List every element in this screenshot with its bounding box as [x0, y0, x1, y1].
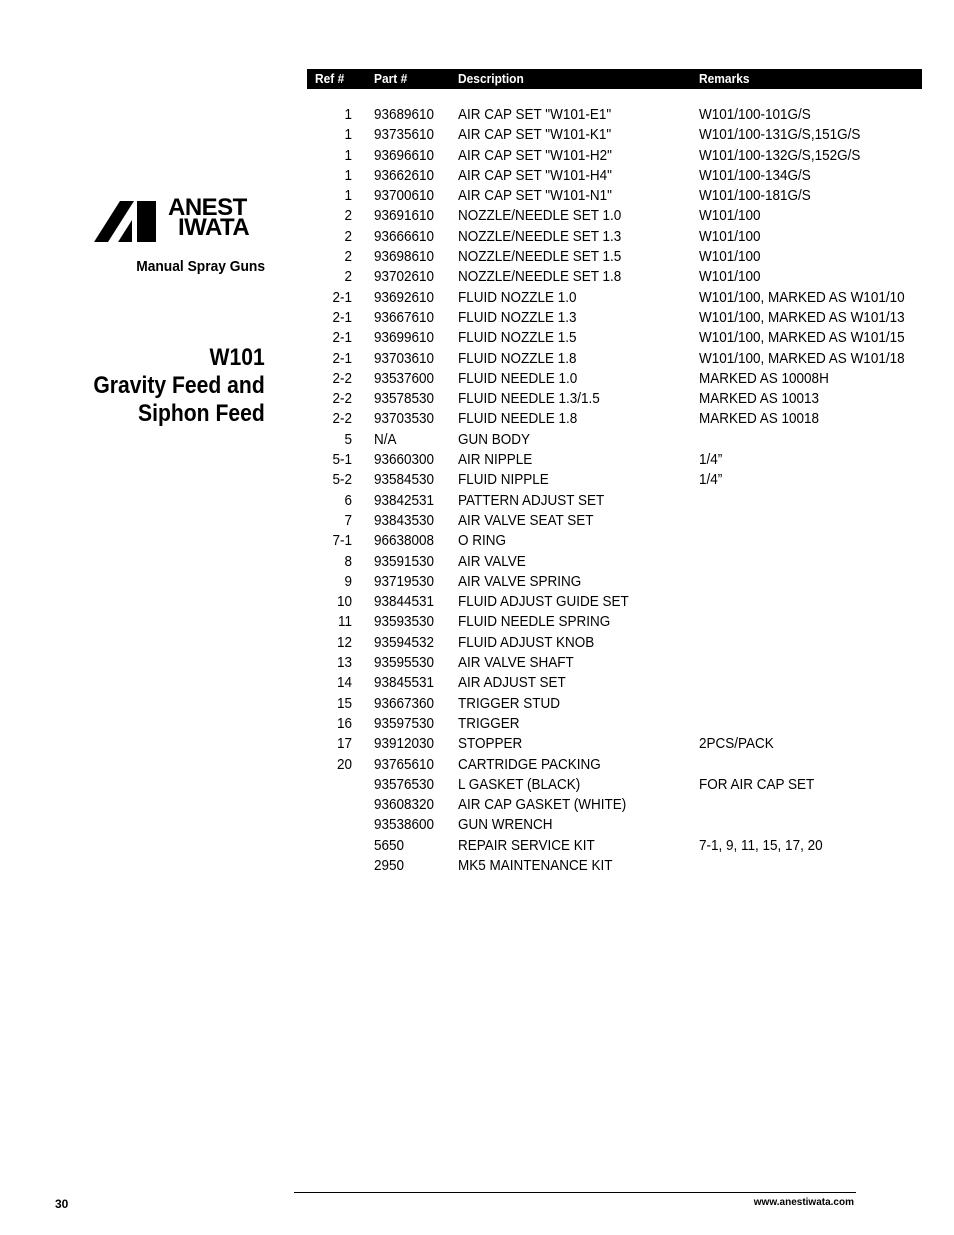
description-cell: NOZZLE/NEEDLE SET 1.8 — [458, 268, 622, 286]
page-number: 30 — [55, 1197, 69, 1211]
ref-cell: 2 — [344, 227, 352, 245]
logo-line-1: ANEST — [168, 194, 247, 221]
remarks-cell: W101/100 — [699, 227, 761, 245]
description-cell: FLUID ADJUST GUIDE SET — [458, 593, 629, 611]
part-number-cell: 93597530 — [374, 714, 435, 732]
ref-cell: 10 — [336, 593, 352, 611]
table-row — [307, 734, 922, 754]
remarks-cell: W101/100-181G/S — [699, 187, 811, 205]
ref-cell: 1 — [344, 187, 352, 205]
part-number-cell: 93698610 — [374, 248, 435, 266]
description-cell: REPAIR SERVICE KIT — [458, 836, 595, 854]
description-cell: FLUID NIPPLE — [458, 471, 549, 489]
part-number-cell: 93703610 — [374, 349, 435, 367]
table-row — [307, 450, 922, 470]
ref-cell: 5 — [344, 430, 352, 448]
remarks-cell: W101/100 — [699, 207, 761, 225]
table-row — [307, 755, 922, 775]
ref-cell: 2-2 — [332, 390, 352, 408]
table-row — [307, 612, 922, 632]
table-row — [307, 166, 922, 186]
part-number-cell: 2950 — [374, 856, 405, 874]
description-cell: FLUID NOZZLE 1.3 — [458, 308, 577, 326]
table-row — [307, 673, 922, 693]
header-ref: Ref # — [315, 71, 345, 86]
part-number-cell: 93537600 — [374, 369, 435, 387]
table-row — [307, 308, 922, 328]
remarks-cell: MARKED AS 10008H — [699, 369, 829, 387]
table-row — [307, 206, 922, 226]
remarks-cell: MARKED AS 10013 — [699, 390, 820, 408]
ref-cell: 2-1 — [332, 329, 352, 347]
header-part: Part # — [374, 71, 408, 86]
part-number-cell: 93843530 — [374, 511, 435, 529]
table-header — [307, 69, 922, 89]
table-row — [307, 247, 922, 267]
table-row — [307, 349, 922, 369]
ref-cell: 1 — [344, 146, 352, 164]
table-row — [307, 470, 922, 490]
ref-cell: 5-1 — [332, 451, 352, 469]
ref-cell: 11 — [337, 613, 352, 631]
ref-cell: 16 — [336, 714, 352, 732]
table-row — [307, 125, 922, 145]
part-number-cell: 93735610 — [374, 126, 435, 144]
table-row — [307, 328, 922, 348]
part-number-cell: 93584530 — [374, 471, 435, 489]
remarks-cell: W101/100 — [699, 248, 761, 266]
part-number-cell: 93692610 — [374, 288, 435, 306]
remarks-cell: FOR AIR CAP SET — [699, 775, 815, 793]
part-number-cell: 93667360 — [374, 694, 435, 712]
description-cell: AIR CAP SET "W101-H4" — [458, 166, 612, 184]
header-description: Description — [458, 71, 524, 86]
description-cell: NOZZLE/NEEDLE SET 1.3 — [458, 227, 622, 245]
part-number-cell: N/A — [374, 430, 397, 448]
ref-cell: 12 — [336, 633, 352, 651]
ref-cell: 2 — [344, 268, 352, 286]
table-row — [307, 775, 922, 795]
description-cell: L GASKET (BLACK) — [458, 775, 581, 793]
ref-cell: 14 — [336, 674, 352, 692]
description-cell: AIR CAP SET "W101-E1" — [458, 106, 612, 123]
part-number-cell: 93594532 — [374, 633, 435, 651]
part-number-cell: 5650 — [374, 836, 405, 854]
remarks-cell: W101/100, MARKED AS W101/15 — [699, 329, 905, 347]
description-cell: AIR VALVE — [458, 552, 526, 570]
anest-iwata-logo — [94, 194, 266, 244]
part-number-cell: 93538600 — [374, 816, 435, 834]
description-cell: MK5 MAINTENANCE KIT — [458, 856, 613, 874]
table-row — [307, 633, 922, 653]
part-number-cell: 93660300 — [374, 451, 435, 469]
description-cell: FLUID NEEDLE 1.8 — [458, 410, 578, 428]
remarks-cell: 2PCS/PACK — [699, 735, 774, 753]
table-row — [307, 105, 922, 125]
ref-cell: 13 — [336, 654, 352, 672]
remarks-cell: W101/100 — [699, 268, 761, 286]
title-line-3: Siphon Feed — [138, 400, 265, 427]
ref-cell: 7 — [344, 511, 352, 529]
part-number-cell: 93719530 — [374, 572, 435, 590]
description-cell: GUN BODY — [458, 430, 531, 448]
table-row — [307, 491, 922, 511]
ref-cell: 8 — [344, 552, 352, 570]
remarks-cell: W101/100-134G/S — [699, 166, 811, 184]
ref-cell: 1 — [344, 126, 352, 144]
description-cell: AIR CAP SET "W101-N1" — [458, 187, 612, 205]
ref-cell: 1 — [344, 106, 352, 123]
table-row — [307, 186, 922, 206]
remarks-cell: W101/100-101G/S — [699, 106, 811, 123]
ref-cell: 9 — [344, 572, 352, 590]
footer-divider — [294, 1192, 856, 1193]
description-cell: AIR NIPPLE — [458, 451, 533, 469]
part-number-cell: 93608320 — [374, 796, 435, 814]
table-row — [307, 389, 922, 409]
section-subtitle: Manual Spray Guns — [136, 258, 265, 275]
description-cell: TRIGGER STUD — [458, 694, 561, 712]
description-cell: FLUID NOZZLE 1.0 — [458, 288, 577, 306]
table-row — [307, 531, 922, 551]
description-cell: FLUID NOZZLE 1.8 — [458, 349, 577, 367]
table-row — [307, 653, 922, 673]
table-row — [307, 430, 922, 450]
part-number-cell: 93689610 — [374, 106, 435, 123]
table-row — [307, 815, 922, 835]
ref-cell: 15 — [336, 694, 352, 712]
description-cell: FLUID NOZZLE 1.5 — [458, 329, 577, 347]
description-cell: AIR CAP SET "W101-H2" — [458, 146, 612, 164]
remarks-cell: W101/100, MARKED AS W101/10 — [699, 288, 905, 306]
table-row — [307, 592, 922, 612]
ref-cell: 2-1 — [332, 308, 352, 326]
part-number-cell: 93912030 — [374, 735, 435, 753]
description-cell: FLUID NEEDLE SPRING — [458, 613, 611, 631]
part-number-cell: 93696610 — [374, 146, 435, 164]
description-cell: AIR VALVE SEAT SET — [458, 511, 594, 529]
ref-cell: 2 — [344, 248, 352, 266]
description-cell: TRIGGER — [458, 714, 520, 732]
footer-url: www.anestiwata.com — [753, 1197, 854, 1208]
table-row — [307, 552, 922, 572]
remarks-cell: W101/100-132G/S,152G/S — [699, 146, 861, 164]
table-row — [307, 267, 922, 287]
title-line-2: Gravity Feed and — [93, 372, 265, 399]
description-cell: AIR CAP SET "W101-K1" — [458, 126, 612, 144]
table-row — [307, 714, 922, 734]
remarks-cell: 7-1, 9, 11, 15, 17, 20 — [699, 836, 823, 854]
part-number-cell: 96638008 — [374, 532, 435, 550]
ref-cell: 20 — [336, 755, 352, 773]
remarks-cell: W101/100-131G/S,151G/S — [699, 126, 861, 144]
table-row — [307, 369, 922, 389]
parts-table-body — [307, 105, 922, 876]
table-row — [307, 511, 922, 531]
ref-cell: 2-2 — [332, 410, 352, 428]
table-row — [307, 227, 922, 247]
page-title — [94, 344, 265, 428]
table-row — [307, 694, 922, 714]
remarks-cell: 1/4” — [699, 451, 723, 469]
description-cell: GUN WRENCH — [458, 816, 553, 834]
description-cell: NOZZLE/NEEDLE SET 1.0 — [458, 207, 622, 225]
description-cell: FLUID ADJUST KNOB — [458, 633, 595, 651]
ref-cell: 1 — [344, 166, 352, 184]
part-number-cell: 93578530 — [374, 390, 435, 408]
part-number-cell: 93666610 — [374, 227, 435, 245]
ref-cell: 5-2 — [332, 471, 352, 489]
ref-cell: 17 — [336, 735, 352, 753]
ref-cell: 2-2 — [332, 369, 352, 387]
part-number-cell: 93593530 — [374, 613, 435, 631]
remarks-cell: MARKED AS 10018 — [699, 410, 820, 428]
logo-wordmark — [168, 194, 268, 241]
header-remarks: Remarks — [699, 71, 750, 86]
remarks-cell: W101/100, MARKED AS W101/18 — [699, 349, 905, 367]
part-number-cell: 93702610 — [374, 268, 435, 286]
title-line-1: W101 — [209, 344, 265, 371]
part-number-cell: 93845531 — [374, 674, 435, 692]
remarks-cell: 1/4” — [699, 471, 723, 489]
ref-cell: 2-1 — [332, 288, 352, 306]
part-number-cell: 93844531 — [374, 593, 435, 611]
description-cell: CARTRIDGE PACKING — [458, 755, 601, 773]
logo-mark-icon — [94, 200, 166, 244]
ref-cell: 2-1 — [332, 349, 352, 367]
description-cell: O RING — [458, 532, 507, 550]
ref-cell: 7-1 — [332, 532, 352, 550]
part-number-cell: 93576530 — [374, 775, 435, 793]
part-number-cell: 93667610 — [374, 308, 435, 326]
description-cell: PATTERN ADJUST SET — [458, 491, 605, 509]
part-number-cell: 93662610 — [374, 166, 435, 184]
description-cell: AIR CAP GASKET (WHITE) — [458, 796, 627, 814]
part-number-cell: 93842531 — [374, 491, 435, 509]
description-cell: FLUID NEEDLE 1.3/1.5 — [458, 390, 600, 408]
table-row — [307, 146, 922, 166]
logo-line-2: IWATA — [178, 214, 250, 241]
description-cell: FLUID NEEDLE 1.0 — [458, 369, 578, 387]
part-number-cell: 93700610 — [374, 187, 435, 205]
part-number-cell: 93595530 — [374, 654, 435, 672]
description-cell: NOZZLE/NEEDLE SET 1.5 — [458, 248, 622, 266]
part-number-cell: 93591530 — [374, 552, 435, 570]
description-cell: AIR VALVE SHAFT — [458, 654, 574, 672]
description-cell: AIR VALVE SPRING — [458, 572, 582, 590]
table-row — [307, 795, 922, 815]
table-row — [307, 572, 922, 592]
description-cell: AIR ADJUST SET — [458, 674, 566, 692]
table-row — [307, 288, 922, 308]
part-number-cell: 93703530 — [374, 410, 435, 428]
remarks-cell: W101/100, MARKED AS W101/13 — [699, 308, 905, 326]
part-number-cell: 93699610 — [374, 329, 435, 347]
part-number-cell: 93765610 — [374, 755, 435, 773]
ref-cell: 2 — [344, 207, 352, 225]
table-row — [307, 409, 922, 429]
ref-cell: 6 — [344, 491, 352, 509]
table-row — [307, 856, 922, 876]
table-row — [307, 836, 922, 856]
description-cell: STOPPER — [458, 735, 523, 753]
part-number-cell: 93691610 — [374, 207, 435, 225]
